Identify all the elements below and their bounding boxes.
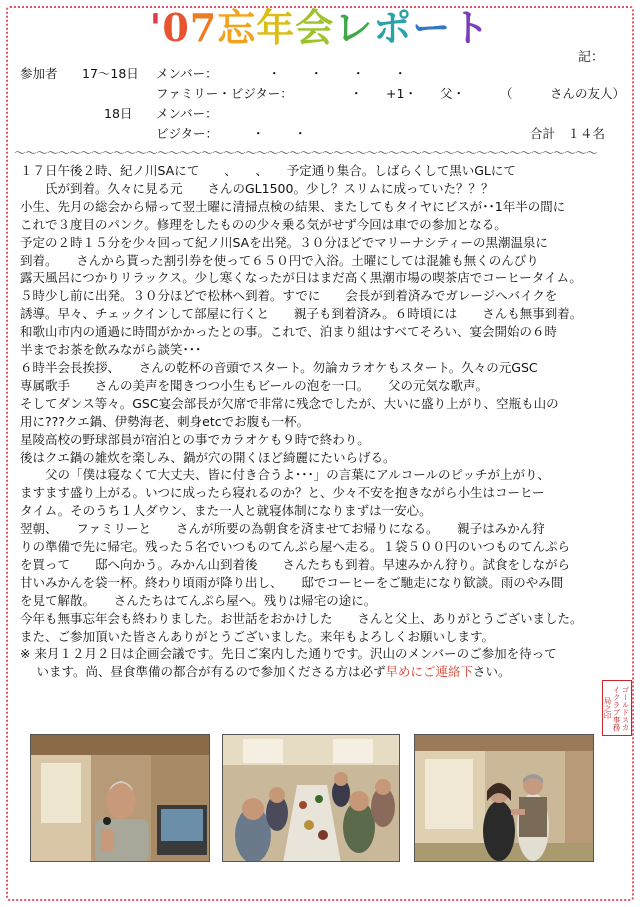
report-line: 翌朝、 ファミリーと さんが所要の為朝食を済ませてお帰りになる。 親子はみかん狩 [20,521,545,537]
photo-banquet-image [223,735,400,862]
participants-days-1: 17～18日 [82,66,139,81]
title-char: 7 [189,5,218,50]
wave-separator: ～～～～～～～～～～～～～～～～～～～～～～～～～～～～～～～～～～～～～～～～～～～～～～～～～～～～～ [14,146,598,160]
report-line: りの準備で先に帰宅。残った５名でいつものてんぷら屋へ走る。１袋５００円のいつものてんぷら [20,539,571,555]
member-name: ・ [268,66,281,81]
photo-dance [414,734,594,862]
member-name: ・ [352,66,365,81]
report-line: 後はクエ鍋の雑炊を楽しみ、鍋が穴の開くほど綺麗にたいらげる。 [20,449,396,465]
page-title [0,4,640,52]
report-last-line [20,663,624,681]
report-line: そしてダンス等々。GSC宴会部長が欠席で非常に残念でしたが、大いに盛り上がり、空瓶も山の [20,395,559,411]
photo-speech-image [31,735,210,862]
report-line: 半までお茶を飲みながら談笑･･･ [20,342,202,358]
title-char: 会 [295,5,335,50]
photo-dance-image [415,735,594,862]
family-visitor-label: ファミリー・ビジター： [156,86,293,101]
visitor-role-label: ビジター： [156,126,219,141]
contact-highlight: 早めにご連絡下 [385,664,473,680]
recorder-label: 記： [577,50,604,65]
last-line-tail: さい。 [473,664,511,680]
report-line: １７日午後２時、紀ノ川SAにて 、 、 予定通り集合。しばらくして黒いGLにて [20,163,516,178]
report-line: ６時半会長挨拶、 さんの乾杯の音頭でスタート。勿論カラオケもスタート。久々の元GSC [20,359,538,375]
visitor-note: （ さんの友人） [500,86,626,101]
report-line: 父の「僕は寝なくて大丈夫、皆に付き合うよ･･･」の言葉にアルコールのピッチが上がり、 [20,467,551,483]
visitor-name: +1・ [386,86,417,101]
report-line: を見て解散。 さんたちはてんぷら屋へ。残りは帰宅の途に。 [20,592,377,608]
photo-speech [30,734,210,862]
report-line: 星陵高校の野球部員が宿泊との事でカラオケも９時で終わり。 [20,431,370,447]
last-line-text: います。尚、昼食準備の都合が有るので参加くださる方は必ず [20,664,386,680]
visitor-name: ・ [252,126,265,141]
participants-label: 参加者 [20,66,58,81]
title-char: ー [412,5,452,50]
title-char: ト [451,5,491,50]
member-name: ・ [310,66,323,81]
title-char: 忘 [217,5,257,50]
report-line: 和歌山市内の通過に時間がかかったとの事。これで、泊まり組はすべてそろい、宴会開始の６時 [20,324,558,340]
participants-block [20,64,624,144]
member-name: ・ [394,66,407,81]
report-line: これで３度目のパンク。修理をしたものの少々乗る気がせず今回は車での参加となる。 [20,216,507,232]
title-char: レ [334,5,374,50]
report-line: 甘いみかんを袋一杯。終わり頃雨が降り出し、 邸でコーヒーをご馳走になり歓談。雨のやみ間 [20,574,564,590]
participants-row-2 [20,84,624,104]
report-line: 小生、先月の総会から帰って翌土曜に清掃点検の結果、またしてもタイヤにビスが･･1年半の間に [20,198,566,214]
participants-days-2: 18日 [104,106,133,121]
report-line: を買って 邸へ向かう。みかん山到着後 さんたちも到着。早速みかん狩り。試食をしながら [20,556,571,572]
report-line: 露天風呂につかりリラックス。少し寒くなったが日はまだ高く黒潮市場の喫茶店でコーヒータイム。 [20,270,582,286]
report-body [20,162,624,681]
participants-row-1 [20,64,624,84]
report-line: 今年も無事忘年会も終わりました。お世話をおかけした さんと父上、ありがとうございました。 [20,610,583,626]
participants-row-3 [20,104,624,124]
total-count: 合計 １４名 [530,126,606,141]
report-line: ５時少し前に出発。３０分ほどで松林へ到着。すでに 会長が到着済みでガレージへバイクを [20,288,558,304]
report-line: ※ 来月１２月２日は企画会議です。先日ご案内した通りです。沢山のメンバーのご参加を待って [20,646,557,662]
report-line: タイム。そのうち１人ダウン、また一人と就寝体制になりまずは一安心。 [20,503,432,519]
report-line: 到着。 さんから貰った割引券を使って６５０円で入浴。土曜にしては混雑も無くのんびり [20,252,539,268]
visitor-name: ・ [294,126,307,141]
photo-banquet [222,734,400,862]
title-char: ポ [373,5,413,50]
report-line: 氏が到着。久々に見る元 さんのGL1500。少し？スリムに成っていた？？？ [20,180,494,196]
report-line: 専属歌手 さんの美声を聞きつつ小生もビールの泡を一口。 父の元気な歌声。 [20,377,489,393]
report-line: 用に???クエ鍋、伊勢海老、刺身etcでお腹も一杯。 [20,413,310,429]
club-seal-stamp: ゴールドスカイクラブ事務局之印 [602,680,632,736]
visitor-name: ・ [350,86,363,101]
member-role-label-2: メンバー： [156,106,218,121]
member-role-label: メンバー： [156,66,218,81]
title-char: ' [149,5,163,50]
report-line: また、ご参加頂いた皆さんありがとうございました。来年もよろしくお願いします。 [20,628,495,644]
participants-row-4 [20,124,624,144]
title-char: 0 [162,5,190,50]
visitor-name: 父・ [440,86,466,101]
report-line: ますます盛り上がる。いつに成ったら寝れるのか？と、少々不安を抱きながら小生はコーヒー [20,485,545,501]
report-line: 誘導。早々、チェックインして部屋に行くと 親子も到着済み。６時頃には さんも無事到着。 [20,306,583,322]
report-line: 予定の２時１５分を少々回って紀ノ川SAを出発。３０分ほどでマリーナシティーの黒潮温泉に [20,234,548,250]
title-char: 年 [256,5,296,50]
